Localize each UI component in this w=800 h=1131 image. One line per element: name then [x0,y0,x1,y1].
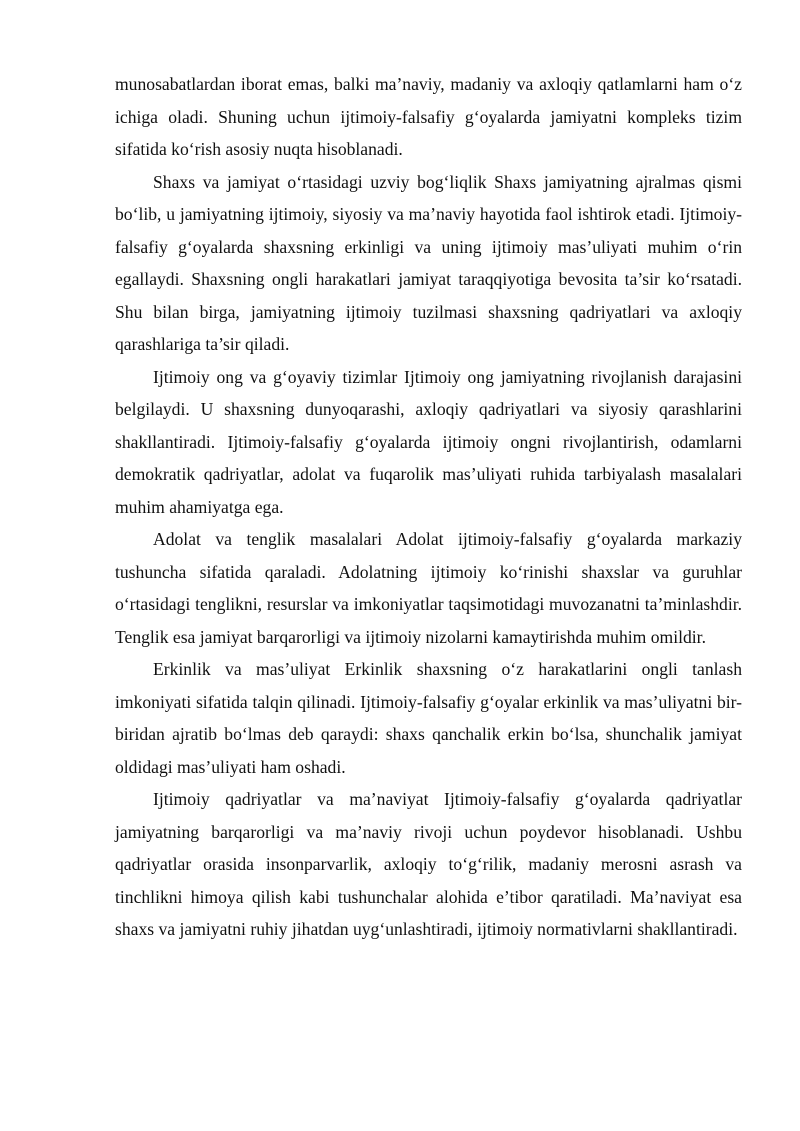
paragraph-adolat-va-tenglik: Adolat va tenglik masalalari Adolat ijtimoiy-falsafiy g‘oyalarda markaziy tushuncha sifatida qaraladi. Adolatning ijtimoiy ko‘rinishi shaxslar va guruhlar o‘rtasidagi tenglikni, resurslar va imkoniyatlar taqsimotidagi muvozanatni ta’minlashdir. Tenglik esa jamiyat barqarorligi va ijtimoiy nizolarni kamaytirishda muhim omildir. [115,529,742,647]
paragraph-shaxs-va-jamiyat: Shaxs va jamiyat o‘rtasidagi uzviy bog‘liqlik Shaxs jamiyatning ajralmas qismi bo‘lib, u jamiyatning ijtimoiy, siyosiy va ma’naviy hayotida faol ishtirok etadi. Ijtimoiy-falsafiy g‘oyalarda shaxsning erkinligi va uning ijtimoiy mas’uliyati muhim o‘rin egallaydi. Shaxsning ongli harakatlari jamiyat taraqqiyotiga bevosita ta’sir ko‘rsatadi. Shu bilan birga, jamiyatning ijtimoiy tuzilmasi shaxsning qadriyatlari va axloqiy qarashlariga ta’sir qiladi. [115,171,742,354]
paragraph-ijtimoiy-ong: Ijtimoiy ong va g‘oyaviy tizimlar Ijtimoiy ong jamiyatning rivojlanish darajasini belgilaydi. U shaxsning dunyoqarashi, axloqiy qadriyatlari va siyosiy qarashlarini shakllantiradi. Ijtimoiy-falsafiy g‘oyalarda ijtimoiy ongni rivojlantirish, odamlarni demokratik qadriyatlar, adolat va fuqarolik mas’uliyati ruhida tarbiyalash masalalari muhim ahamiyatga ega. [115,366,742,517]
paragraph-ijtimoiy-qadriyatlar: Ijtimoiy qadriyatlar va ma’naviyat Ijtimoiy-falsafiy g‘oyalarda qadriyatlar jamiyatning barqarorligi va ma’naviy rivoji uchun poydevor hisoblanadi. Ushbu qadriyatlar orasida insonparvarlik, axloqiy to‘g‘rilik, madaniy merosni asrash va tinchlikni himoya qilish kabi tushunchalar alohida e’tibor qaratiladi. Ma’naviyat esa shaxs va jamiyatni ruhiy jihatdan uyg‘unlashtiradi, ijtimoiy normativlarni shakllantiradi. [115,789,742,939]
paragraph-erkinlik-va-masuliyat: Erkinlik va mas’uliyat Erkinlik shaxsning o‘z harakatlarini ongli tanlash imkoniyati sifatida talqin qilinadi. Ijtimoiy-falsafiy g‘oyalar erkinlik va mas’uliyatni bir-biridan ajratib bo‘lmas deb qaraydi: shaxs qanchalik erkin bo‘lsa, shunchalik jamiyat oldidagi mas’uliyati ham oshadi. [115,659,742,777]
paragraph-continuation: munosabatlardan iborat emas, balki ma’naviy, madaniy va axloqiy qatlamlarni ham o‘z ichiga oladi. Shuning uchun ijtimoiy-falsafiy g‘oyalarda jamiyatni kompleks tizim sifatida ko‘rish asosiy nuqta hisoblanadi. [115,74,742,159]
document-body [115,68,742,946]
